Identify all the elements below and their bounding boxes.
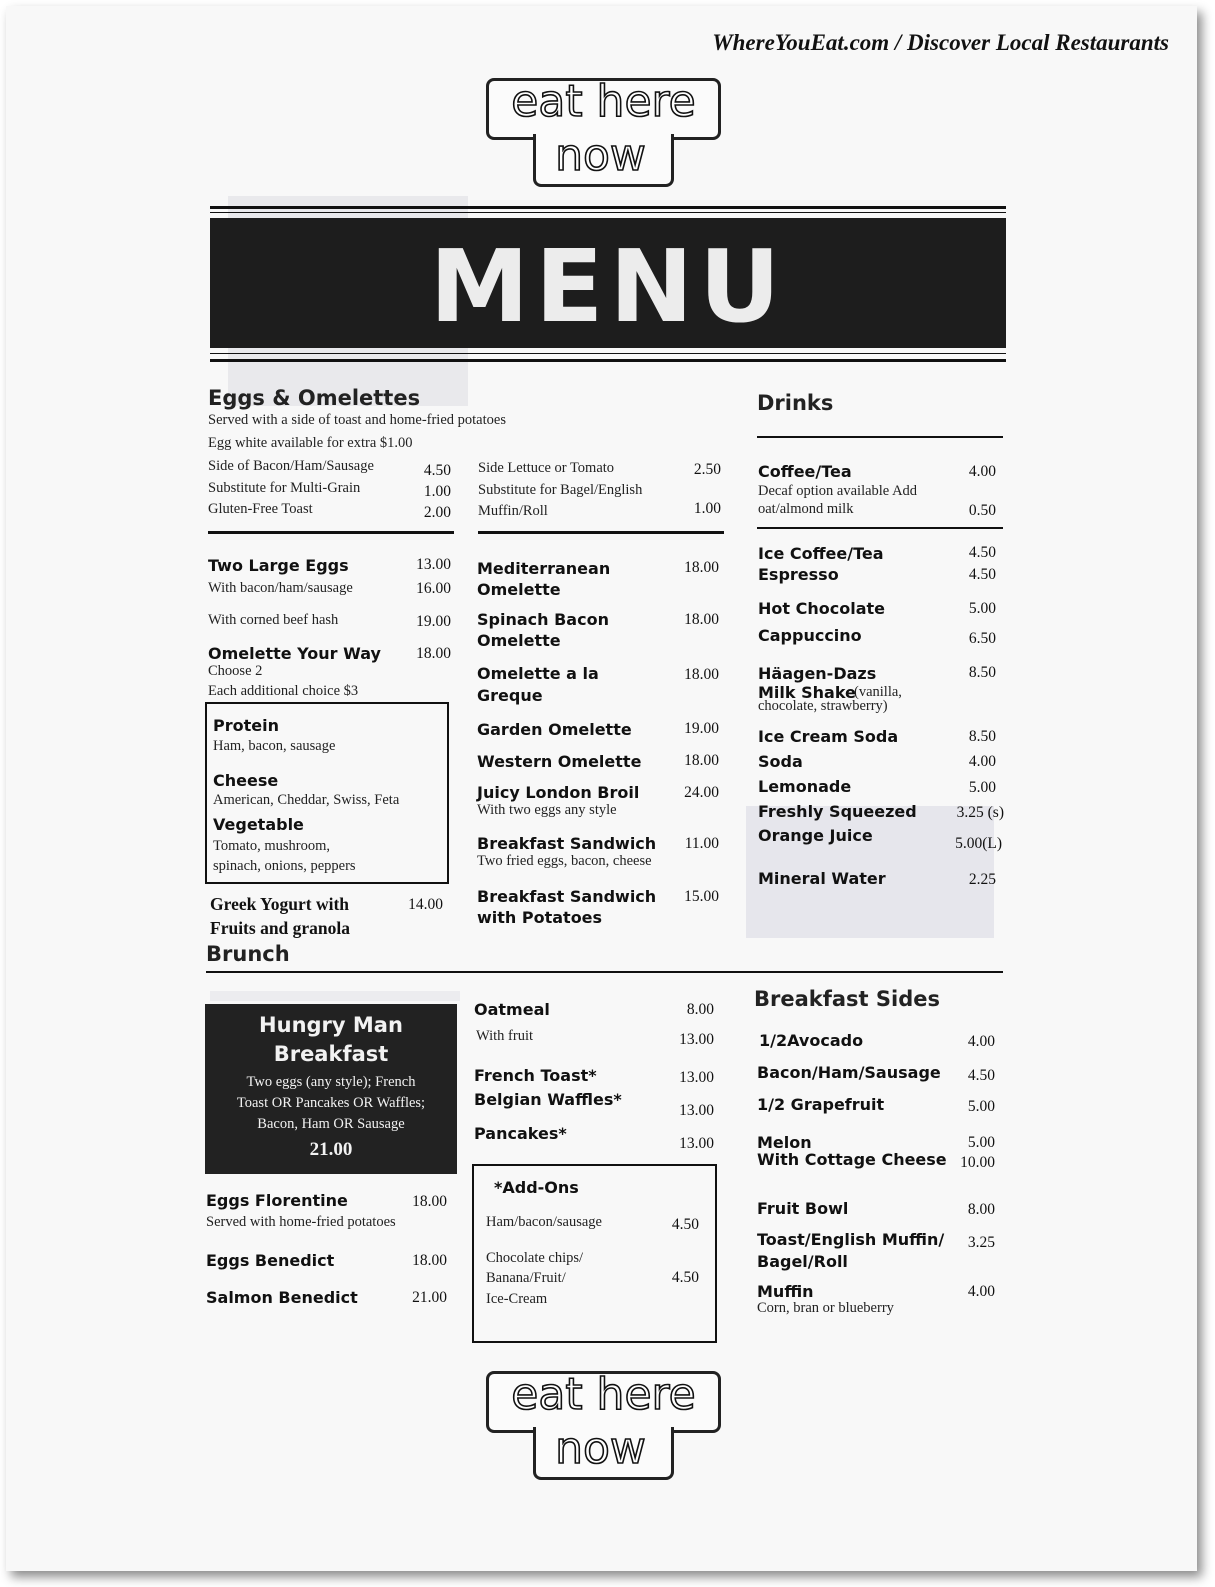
- site-watermark: WhereYouEat.com / Discover Local Restaurants: [712, 30, 1169, 55]
- menu-item-note: Decaf option available Add: [758, 483, 918, 499]
- menu-item-name: Mineral Water: [758, 869, 886, 888]
- menu-item-price: 19.00: [684, 720, 719, 737]
- menu-item-price: 10.00: [960, 1154, 995, 1171]
- menu-item-name: Oatmeal: [474, 1000, 550, 1019]
- bleed-through-block: [210, 991, 460, 1001]
- menu-item-name: Cappuccino: [758, 626, 862, 645]
- menu-item-name: Pancakes*: [474, 1124, 567, 1143]
- menu-item-name: Greek Yogurt with: [210, 894, 350, 914]
- menu-item-price: 4.00: [968, 463, 996, 480]
- divider: [210, 353, 1006, 354]
- menu-item-note: chocolate, strawberry): [758, 698, 888, 714]
- hungry-man-desc: Toast OR Pancakes OR Waffles;: [236, 1095, 426, 1111]
- add-on-price: 4.50: [671, 1216, 699, 1233]
- menu-item-name: Eggs Florentine: [206, 1191, 348, 1210]
- divider: [206, 971, 1003, 973]
- hungry-man-desc: Two eggs (any style); French: [246, 1074, 416, 1090]
- menu-item-price: 5.00: [968, 600, 996, 617]
- menu-item-name: Orange Juice: [758, 826, 873, 845]
- menu-item-price: 1.00: [423, 483, 451, 500]
- menu-item-name: Freshly Squeezed: [758, 802, 917, 821]
- menu-item-price: 19.00: [416, 613, 451, 630]
- menu-item-name: Fruit Bowl: [757, 1199, 849, 1218]
- section-heading-brunch: Brunch: [206, 942, 290, 966]
- add-on-item: Chocolate chips/: [486, 1250, 584, 1266]
- menu-item-price: 4.00: [968, 753, 996, 770]
- menu-item-price: 5.00: [967, 1098, 995, 1115]
- menu-item-price: 13.00: [679, 1135, 714, 1152]
- menu-item-name: Garden Omelette: [477, 720, 632, 739]
- hungry-man-title: Breakfast: [273, 1042, 389, 1066]
- menu-item-name: With Cottage Cheese: [757, 1150, 947, 1169]
- menu-item-price: 18.00: [684, 666, 719, 683]
- logo-text: eat here: [511, 1369, 696, 1420]
- divider: [210, 206, 1006, 209]
- add-on-item: Ice-Cream: [486, 1291, 548, 1307]
- logo-top: [486, 70, 721, 190]
- menu-item-price: 8.00: [967, 1201, 995, 1218]
- menu-item-name: Melon: [757, 1133, 812, 1152]
- divider: [208, 531, 454, 534]
- menu-item-name: Milk Shake: [758, 683, 856, 702]
- menu-item-price: 18.00: [684, 611, 719, 628]
- menu-item-price: 13.00: [679, 1102, 714, 1119]
- menu-item-name: with Potatoes: [477, 908, 603, 927]
- hungry-man-price: 21.00: [309, 1139, 353, 1160]
- menu-item-name: Side of Bacon/Ham/Sausage: [208, 458, 374, 474]
- divider: [210, 359, 1006, 362]
- menu-item-note: oat/almond milk: [758, 501, 854, 517]
- menu-item-price: 2.25: [968, 871, 996, 888]
- section-heading-sides: Breakfast Sides: [754, 987, 940, 1011]
- section-heading-eggs: Eggs & Omelettes: [208, 386, 421, 410]
- menu-item-name: Mediterranean: [477, 559, 611, 578]
- menu-item-name: Substitute for Bagel/English: [478, 482, 643, 498]
- menu-item-name: Lemonade: [758, 777, 852, 796]
- hungry-man-desc: Bacon, Ham OR Sausage: [257, 1116, 405, 1132]
- choice-desc: spinach, onions, peppers: [213, 858, 356, 874]
- logo-bottom: [486, 1363, 721, 1483]
- divider: [757, 527, 1003, 529]
- choice-label: Protein: [213, 716, 279, 735]
- menu-item-name: Juicy London Broil: [477, 783, 640, 802]
- menu-item-name: Western Omelette: [477, 752, 642, 771]
- menu-item-price: 21.00: [412, 1289, 447, 1306]
- choice-desc: Tomato, mushroom,: [213, 838, 330, 854]
- menu-item-price: 2.50: [693, 461, 721, 478]
- menu-item-price: 5.00(L): [955, 835, 1002, 852]
- menu-item-name: With bacon/ham/sausage: [208, 580, 353, 596]
- menu-item-name: 1/2 Grapefruit: [757, 1095, 885, 1114]
- menu-item-price: 8.00: [686, 1001, 714, 1018]
- menu-item-note: Each additional choice $3: [208, 683, 359, 699]
- menu-item-note: Served with home-fried potatoes: [206, 1214, 396, 1230]
- menu-item-name: Ice Cream Soda: [758, 727, 899, 746]
- menu-item-price: 2.00: [423, 504, 451, 521]
- menu-item-name: Substitute for Multi-Grain: [208, 480, 361, 496]
- menu-item-price: 18.00: [684, 559, 719, 576]
- menu-item-name: Ice Coffee/Tea: [758, 544, 884, 563]
- menu-item-name: Häagen-Dazs: [758, 664, 877, 683]
- menu-item-price: 13.00: [679, 1069, 714, 1086]
- menu-item-name: Belgian Waffles*: [474, 1090, 622, 1109]
- menu-item-price: 15.00: [684, 888, 719, 905]
- menu-item-price: 16.00: [416, 580, 451, 597]
- add-on-price: 4.50: [671, 1269, 699, 1286]
- menu-item-name: Bacon/Ham/Sausage: [757, 1063, 941, 1082]
- menu-item-price: 18.00: [684, 752, 719, 769]
- menu-item-note: With fruit: [476, 1028, 534, 1044]
- menu-item-note: Two fried eggs, bacon, cheese: [477, 853, 652, 869]
- menu-item-note: Corn, bran or blueberry: [757, 1300, 894, 1316]
- menu-item-name: Greque: [477, 686, 543, 705]
- menu-item-name: Omelette: [477, 631, 561, 650]
- menu-item-name: Soda: [758, 752, 803, 771]
- menu-item-name: Two Large Eggs: [208, 556, 349, 575]
- menu-item-price: 13.00: [416, 556, 451, 573]
- menu-item-name: Espresso: [758, 565, 839, 584]
- eggs-note: Egg white available for extra $1.00: [208, 435, 413, 451]
- menu-item-name: Omelette: [477, 580, 561, 599]
- menu-item-price: 4.50: [423, 462, 451, 479]
- menu-item-price: 3.25 (s): [956, 804, 1004, 821]
- divider: [210, 212, 1006, 213]
- menu-item-price: 18.00: [416, 645, 451, 662]
- menu-item-price: 24.00: [684, 784, 719, 801]
- menu-item-price: 4.50: [968, 566, 996, 583]
- menu-item-price: 8.50: [968, 728, 996, 745]
- menu-item-name: Spinach Bacon: [477, 610, 609, 629]
- menu-item-name: Side Lettuce or Tomato: [478, 460, 615, 476]
- menu-item-name: Omelette a la: [477, 664, 599, 683]
- menu-item-price: 11.00: [684, 835, 719, 852]
- menu-item-name: Breakfast Sandwich: [477, 834, 657, 853]
- menu-item-name: Salmon Benedict: [206, 1288, 358, 1307]
- menu-item-name: Bagel/Roll: [757, 1252, 848, 1271]
- menu-item-price: 6.50: [968, 630, 996, 647]
- menu-item-name: Toast/English Muffin/: [757, 1230, 945, 1249]
- menu-item-price: 18.00: [412, 1252, 447, 1269]
- menu-item-name: Eggs Benedict: [206, 1251, 335, 1270]
- menu-item-note: Choose 2: [208, 663, 263, 679]
- menu-item-price: 4.50: [968, 544, 996, 561]
- divider: [478, 531, 724, 534]
- menu-item-name: With corned beef hash: [208, 612, 339, 628]
- menu-page: [6, 6, 1197, 1571]
- logo-text: now: [555, 130, 646, 181]
- menu-title: MENU: [429, 228, 787, 345]
- add-ons-title: *Add-Ons: [494, 1178, 579, 1197]
- menu-item-name: Coffee/Tea: [758, 462, 852, 481]
- menu-item-note: (vanilla,: [854, 684, 902, 700]
- choice-label: Cheese: [213, 771, 279, 790]
- menu-item-name: Omelette Your Way: [208, 644, 381, 663]
- add-on-item: Ham/bacon/sausage: [486, 1214, 602, 1230]
- menu-item-price: 0.50: [968, 502, 996, 519]
- menu-item-price: 5.00: [967, 1134, 995, 1151]
- menu-item-name: Muffin: [757, 1282, 814, 1301]
- divider: [757, 436, 1003, 438]
- choice-desc: American, Cheddar, Swiss, Feta: [213, 792, 400, 808]
- menu-item-price: 18.00: [412, 1193, 447, 1210]
- choice-label: Vegetable: [213, 815, 304, 834]
- menu-item-name: Gluten-Free Toast: [208, 501, 313, 517]
- logo-text: now: [555, 1423, 646, 1474]
- menu-item-price: 4.00: [967, 1283, 995, 1300]
- logo-text: eat here: [511, 76, 696, 127]
- hungry-man-title: Hungry Man: [259, 1013, 403, 1037]
- choice-desc: Ham, bacon, sausage: [213, 738, 336, 754]
- menu-item-name: 1/2Avocado: [759, 1031, 864, 1050]
- section-heading-drinks: Drinks: [757, 391, 834, 415]
- menu-item-name: Breakfast Sandwich: [477, 887, 657, 906]
- menu-item-note: With two eggs any style: [477, 802, 617, 818]
- menu-item-price: 4.50: [967, 1067, 995, 1084]
- menu-item-name: Hot Chocolate: [758, 599, 885, 618]
- add-on-item: Banana/Fruit/: [486, 1270, 566, 1286]
- menu-item-name: French Toast*: [474, 1066, 597, 1085]
- menu-item-price: 1.00: [693, 500, 721, 517]
- menu-item-name: Fruits and granola: [210, 918, 351, 938]
- menu-item-price: 8.50: [968, 664, 996, 681]
- eggs-note: Served with a side of toast and home-fried potatoes: [208, 412, 506, 428]
- menu-item-name: Muffin/Roll: [478, 503, 548, 519]
- menu-item-price: 5.00: [968, 779, 996, 796]
- menu-item-price: 14.00: [408, 896, 443, 913]
- menu-item-price: 4.00: [967, 1033, 995, 1050]
- menu-item-price: 13.00: [679, 1031, 714, 1048]
- menu-item-price: 3.25: [967, 1234, 995, 1251]
